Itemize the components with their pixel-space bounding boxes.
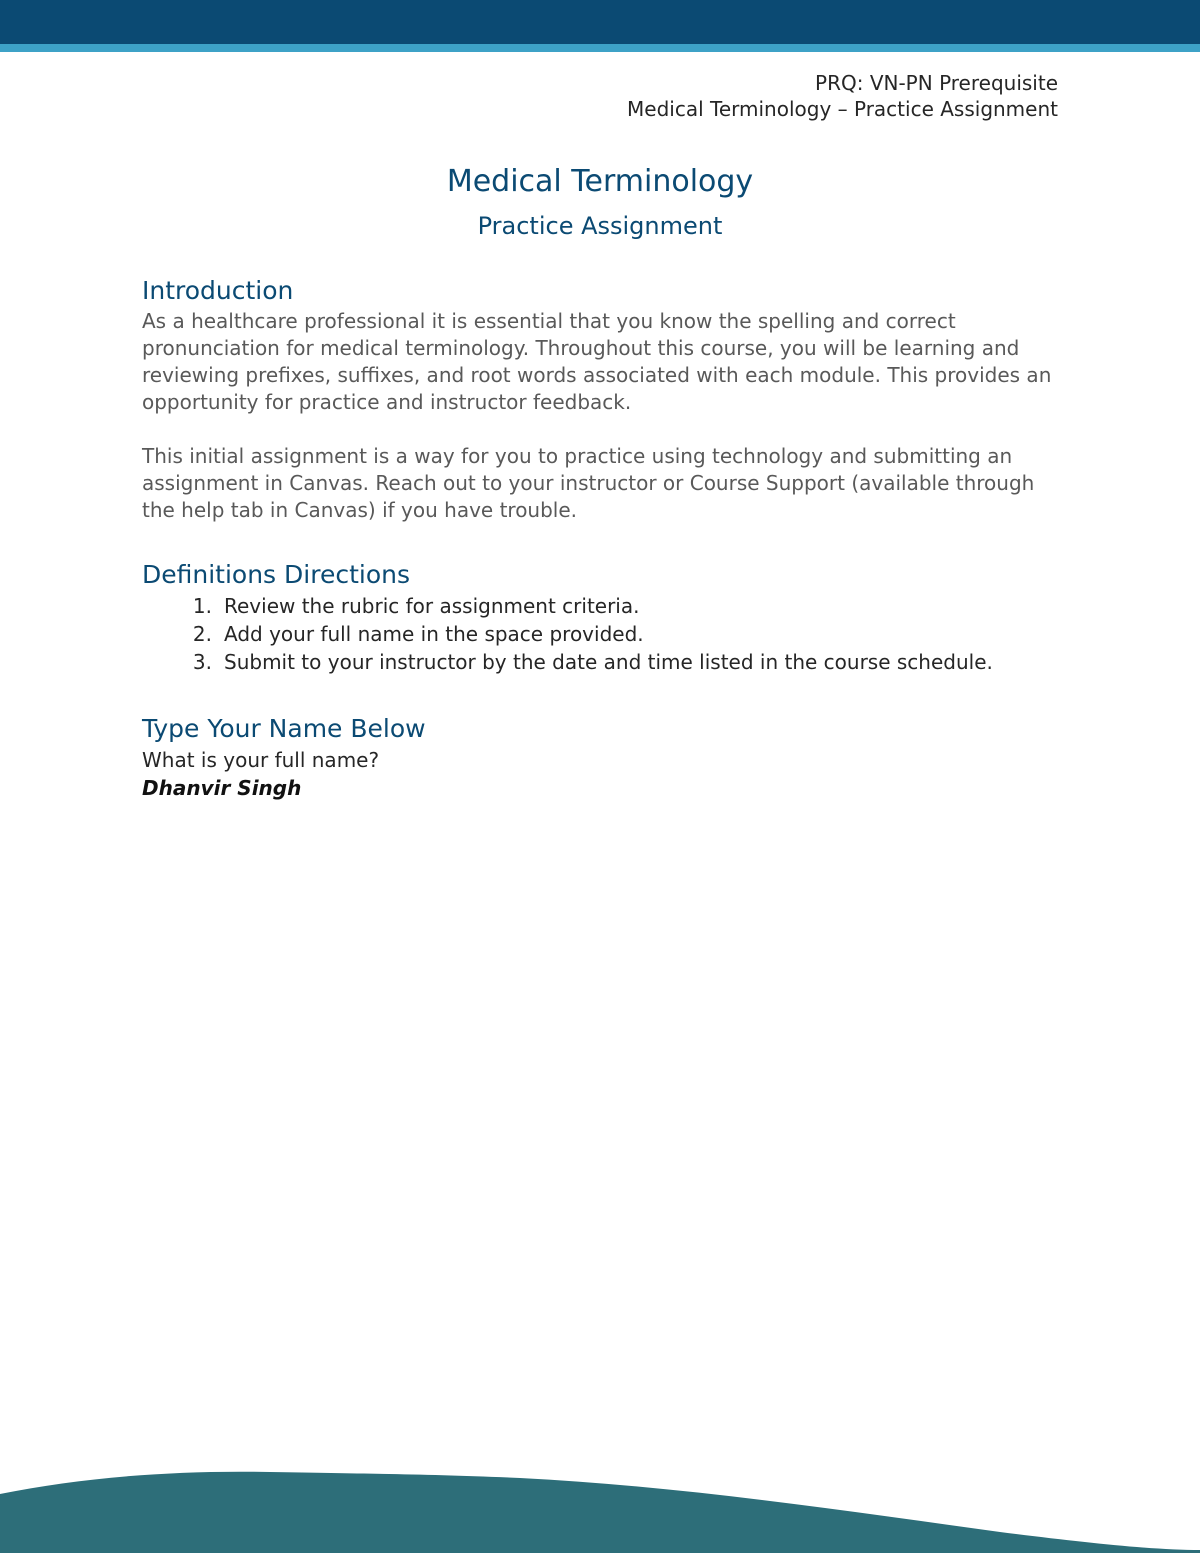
document-title: Medical Terminology [446,164,754,199]
name-answer: Dhanvir Singh [142,776,302,800]
list-item-number: 3. [192,650,212,674]
list-item-text: Submit to your instructor by the date and time listed in the course schedule. [224,650,993,674]
top-header-band [0,0,1200,44]
name-question: What is your full name? [142,748,380,772]
header-assignment-line: Medical Terminology – Practice Assignment [627,97,1058,121]
document-body [142,274,1062,802]
list-item-text: Review the rubric for assignment criteria. [224,594,640,618]
running-header [627,70,1058,122]
title-block [0,162,1200,242]
list-item-text: Add your full name in the space provided. [224,622,644,646]
list-item [142,592,1062,620]
directions-heading: Definitions Directions [142,560,410,589]
footer-wave-shape [0,1472,1200,1553]
header-course-line: PRQ: VN-PN Prerequisite [815,71,1058,95]
footer-wave [0,1450,1200,1553]
document-subtitle: Practice Assignment [477,212,723,240]
introduction-paragraph-1: As a healthcare professional it is essential that you know the spelling and correct pronunciation for medical terminology. Throughout this course, you will be learning and reviewing prefixes, suffixes, and root words associated with each module. This provides an opportunity for practice and instructor feedback. [142,309,1052,414]
introduction-heading: Introduction [142,276,294,305]
list-item-number: 2. [192,622,212,646]
name-section-heading: Type Your Name Below [142,714,426,743]
list-item [142,648,1062,676]
list-item-number: 1. [192,594,212,618]
list-item [142,620,1062,648]
introduction-paragraph-2: This initial assignment is a way for you to practice using technology and submitting an assignment in Canvas. Reach out to your instructor or Course Support (available through the help tab in Canvas) if you have trouble. [142,444,1035,522]
top-header-stripe [0,44,1200,52]
directions-list [142,592,1062,676]
